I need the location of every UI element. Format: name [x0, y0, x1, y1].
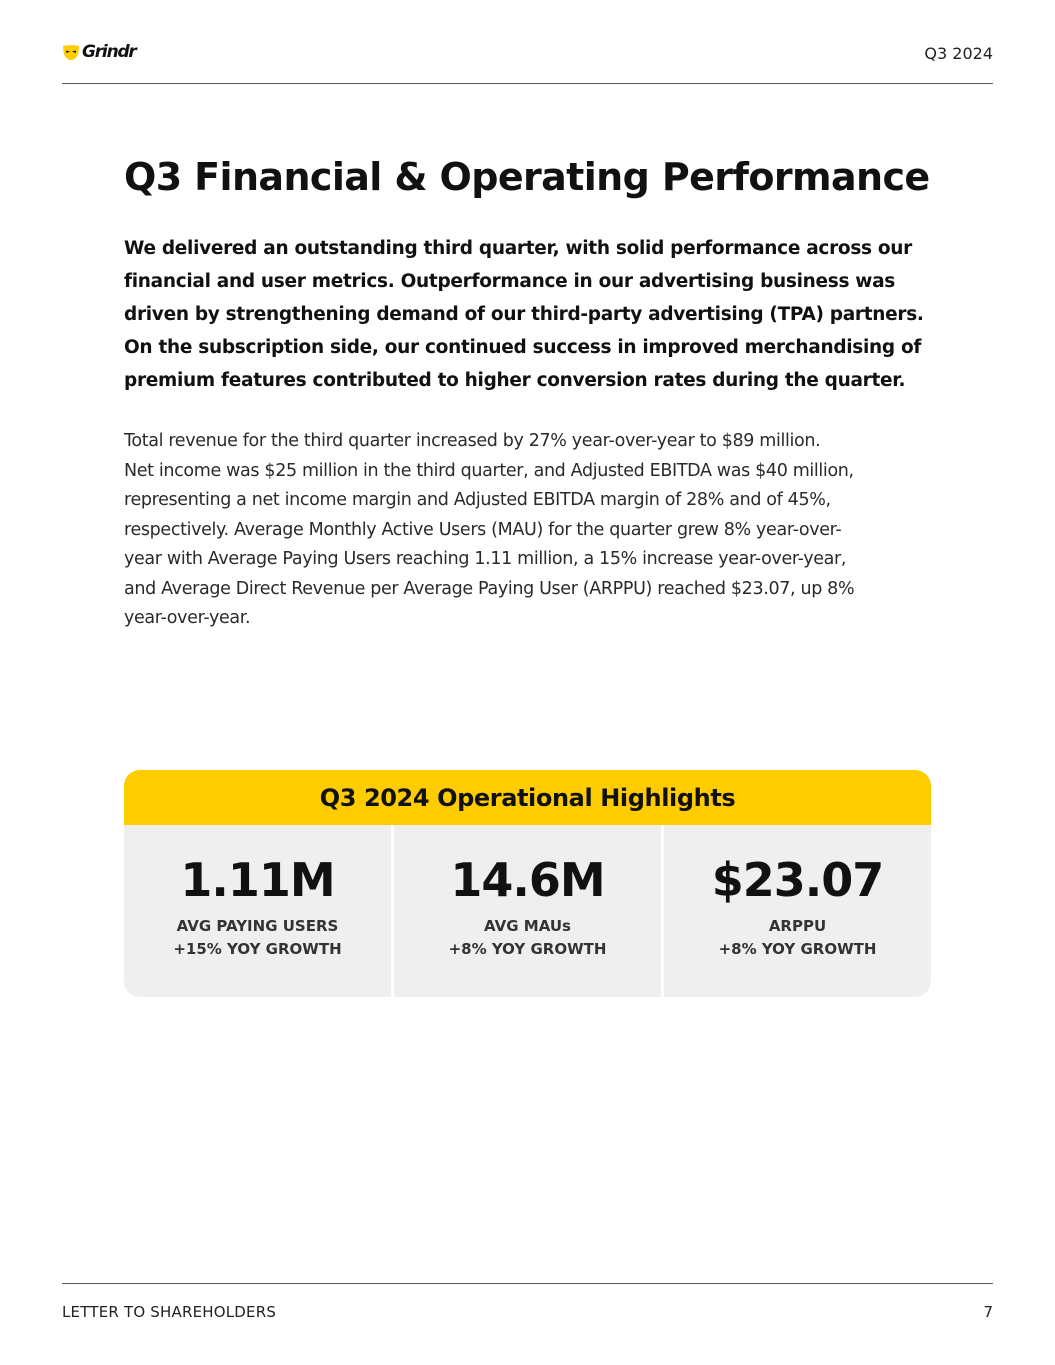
highlight-metric: AVG PAYING USERS	[176, 917, 339, 935]
main-content	[124, 150, 936, 634]
body-line: representing a net income margin and Adjusted EBITDA margin of 28% and of 45%,	[124, 490, 831, 510]
body-line: and Average Direct Revenue per Average Paying User (ARPPU) reached $23.07, up 8%	[124, 578, 855, 599]
logo-wordmark: Grindr	[82, 42, 136, 62]
body-line: year-over-year.	[124, 608, 251, 628]
body-paragraph	[124, 427, 936, 634]
page-header	[62, 0, 993, 84]
highlight-growth: +8% YOY GROWTH	[718, 940, 877, 958]
grindr-mask-icon	[62, 43, 80, 61]
highlight-label	[664, 915, 931, 961]
lead-line: financial and user metrics. Outperformance in our advertising business was	[124, 271, 895, 292]
highlight-metric: ARPPU	[768, 917, 827, 935]
lead-line: We delivered an outstanding third quarter, with solid performance across our	[124, 238, 912, 259]
highlights-title: Q3 2024 Operational Highlights	[124, 770, 931, 825]
grindr-logo	[62, 43, 136, 61]
header-quarter: Q3 2024	[924, 44, 993, 63]
page-number: 7	[983, 1303, 993, 1321]
highlight-growth: +8% YOY GROWTH	[448, 940, 607, 958]
highlight-label	[124, 915, 391, 961]
highlight-value: 1.11M	[180, 853, 335, 907]
highlight-paying-users	[124, 825, 394, 997]
highlight-value: $23.07	[711, 853, 884, 907]
lead-paragraph	[124, 232, 936, 397]
footer-document-name: LETTER TO SHAREHOLDERS	[62, 1303, 277, 1321]
operational-highlights-panel	[124, 770, 931, 997]
body-line: respectively. Average Monthly Active Users (MAU) for the quarter grew 8% year-over-	[124, 519, 842, 540]
lead-line: On the subscription side, our continued success in improved merchandising of	[124, 337, 922, 358]
highlight-label	[394, 915, 661, 961]
page-footer	[62, 1283, 993, 1321]
highlight-arppu	[664, 825, 931, 997]
highlight-maus	[394, 825, 664, 997]
lead-line: driven by strengthening demand of our third-party advertising (TPA) partners.	[124, 304, 924, 325]
highlight-value: 14.6M	[450, 853, 605, 907]
body-line: Total revenue for the third quarter increased by 27% year-over-year to $89 million.	[124, 431, 821, 451]
page-title: Q3 Financial & Operating Performance	[124, 155, 930, 199]
highlights-row	[124, 825, 931, 997]
body-line: year with Average Paying Users reaching 1.11 million, a 15% increase year-over-year,	[124, 549, 847, 569]
highlight-metric: AVG MAUs	[484, 917, 571, 935]
body-line: Net income was $25 million in the third quarter, and Adjusted EBITDA was $40 million,	[124, 460, 854, 481]
lead-line: premium features contributed to higher conversion rates during the quarter.	[124, 370, 906, 391]
highlight-growth: +15% YOY GROWTH	[173, 940, 342, 958]
